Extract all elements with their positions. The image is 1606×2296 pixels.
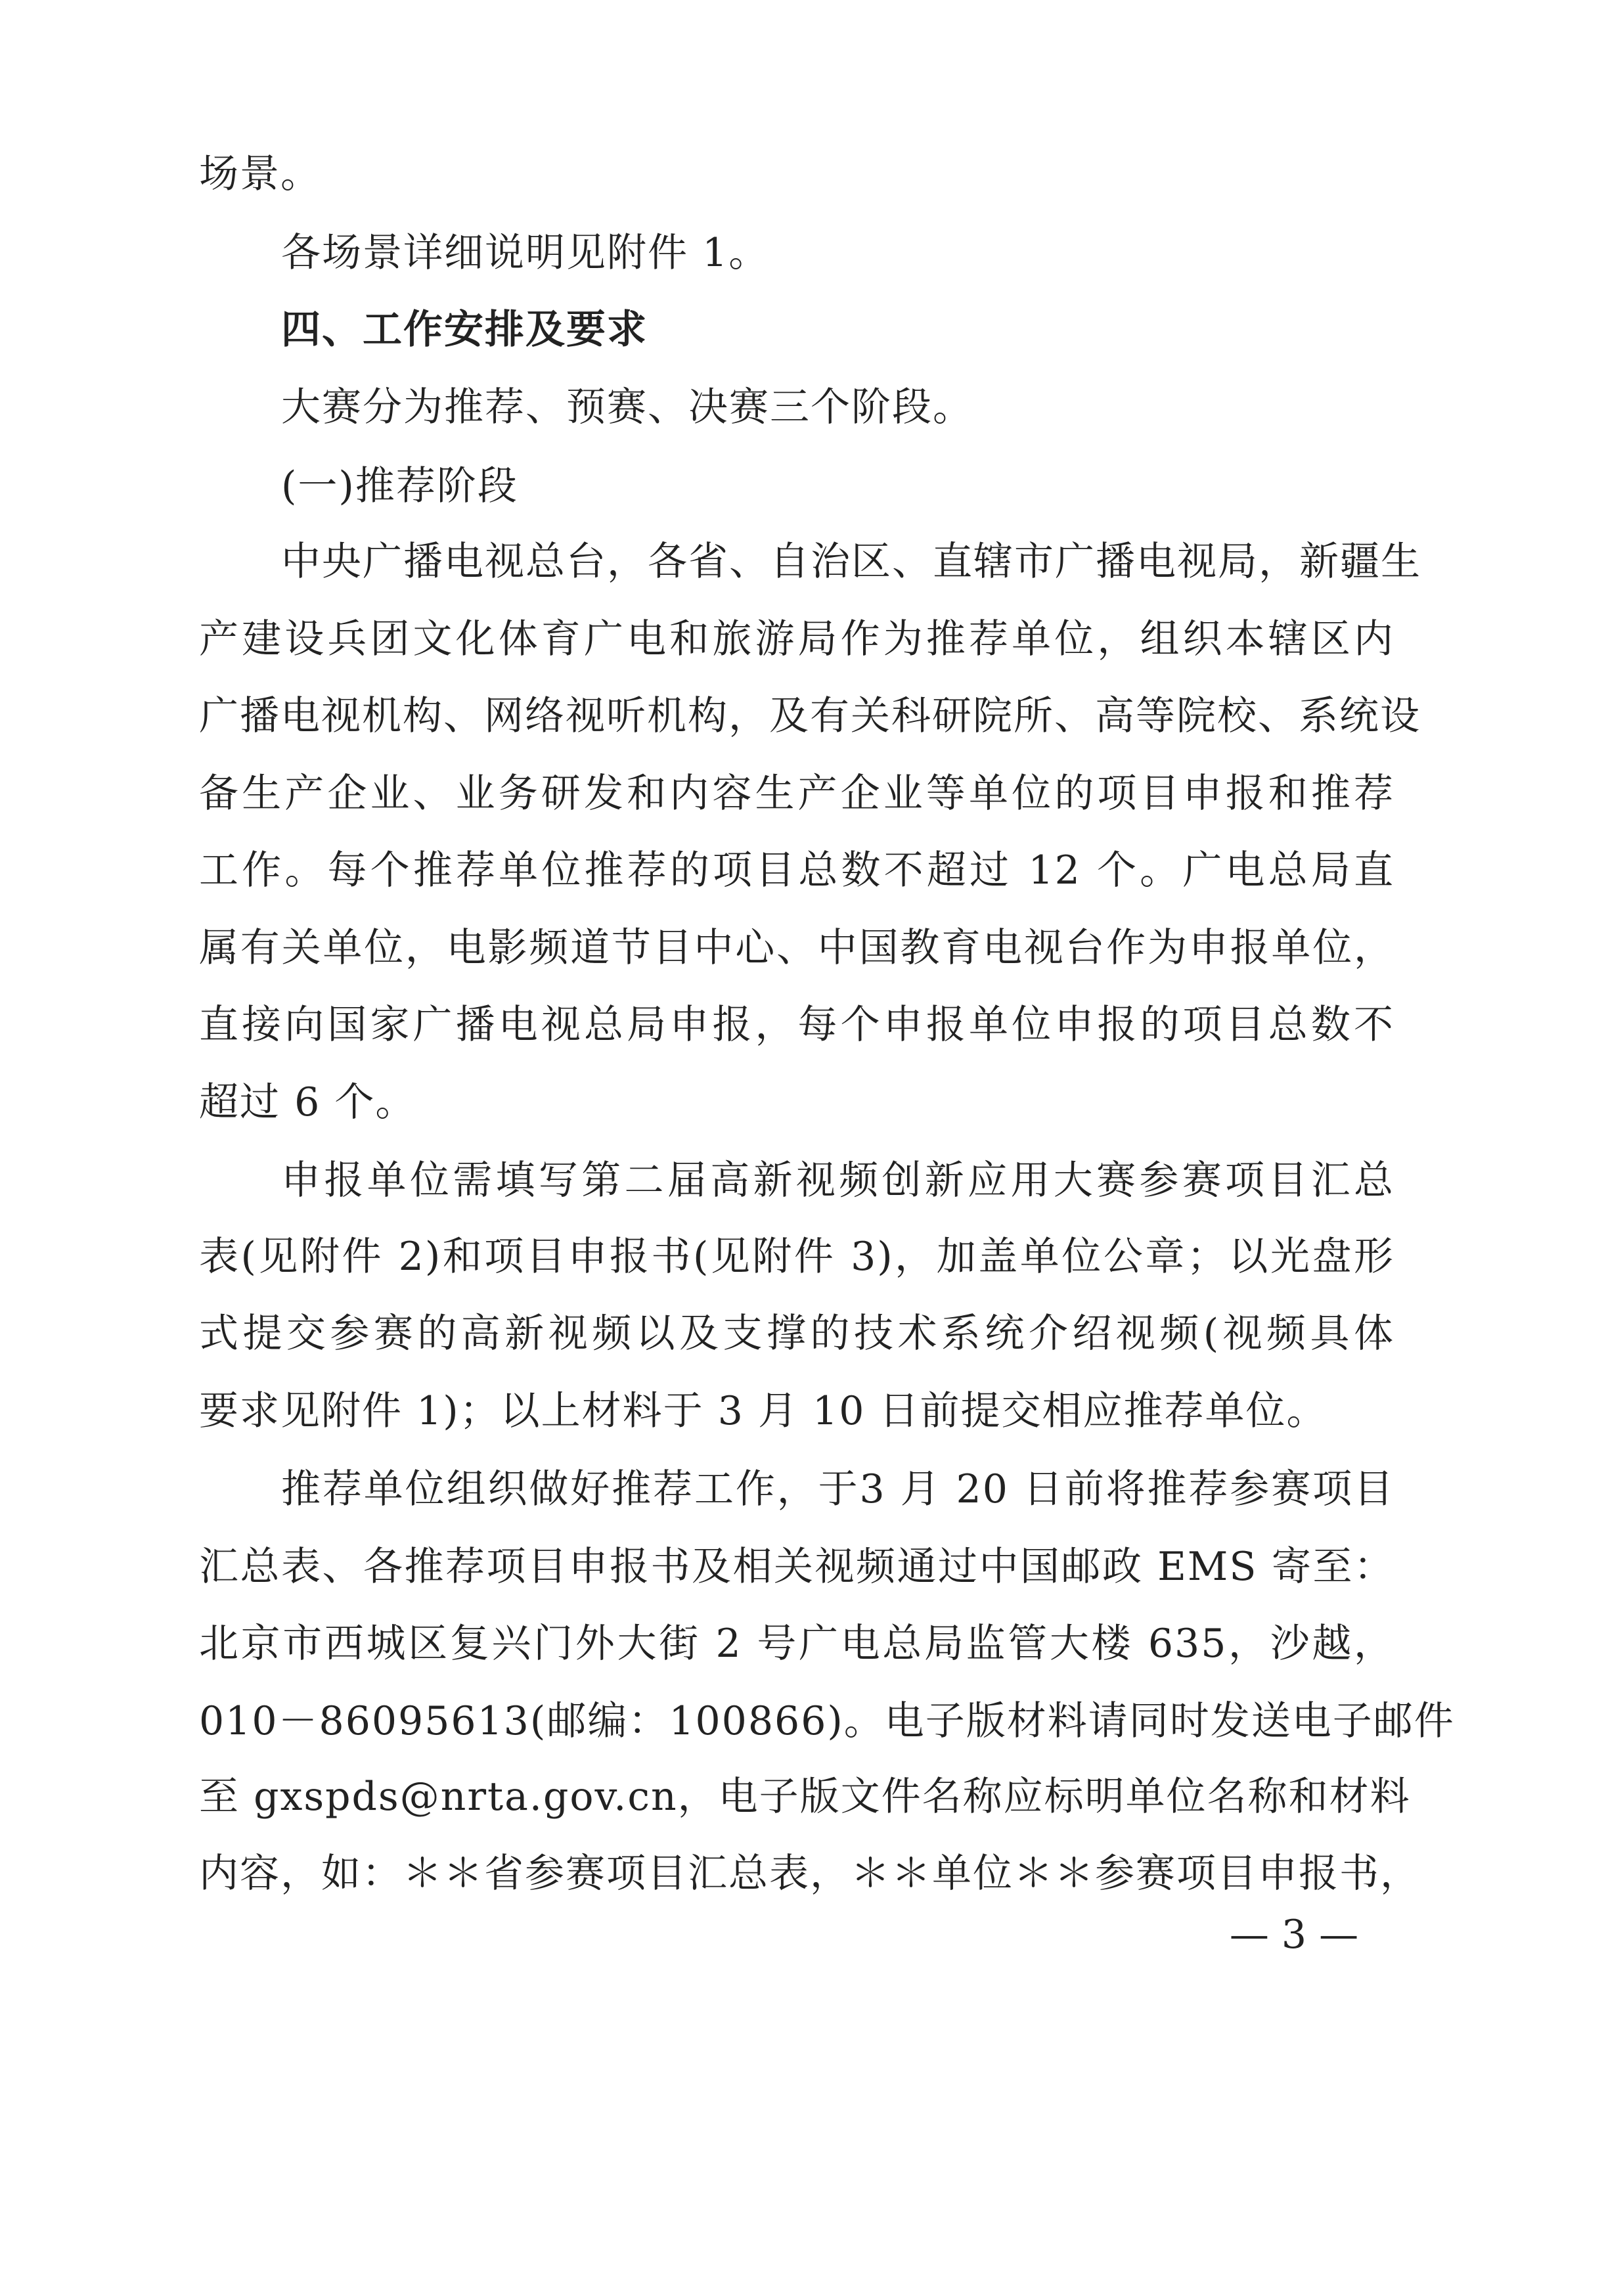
- text-line: 内容，如：＊＊省参赛项目汇总表，＊＊单位＊＊参赛项目申报书，: [199, 1851, 1421, 1897]
- text-line: 中央广播电视总台，各省、自治区、直辖市广播电视局，新疆生: [281, 539, 1421, 585]
- text-line: 各场景详细说明见附件 1。: [281, 230, 770, 276]
- text-line: 直接向国家广播电视总局申报，每个申报单位申报的项目总数不: [199, 1002, 1394, 1048]
- subsection-heading: (一)推荐阶段: [281, 463, 518, 509]
- text-line: 备生产企业、业务研发和内容生产企业等单位的项目申报和推荐: [199, 771, 1394, 817]
- text-line: 表(见附件 2)和项目申报书(见附件 3)，加盖单位公章；以光盘形: [199, 1234, 1394, 1280]
- text-line: 申报单位需填写第二届高新视频创新应用大赛参赛项目汇总: [281, 1158, 1394, 1204]
- text-line: 属有关单位，电影频道节目中心、中国教育电视台作为申报单位，: [199, 925, 1394, 971]
- text-line: 推荐单位组织做好推荐工作，于3 月 20 日前将推荐参赛项目: [281, 1466, 1394, 1512]
- section-heading: 四、工作安排及要求: [281, 307, 648, 353]
- text-line: 至 gxspds@nrta.gov.cn，电子版文件名称应标明单位名称和材料: [199, 1774, 1411, 1820]
- text-line: 汇总表、各推荐项目申报书及相关视频通过中国邮政 EMS 寄至：: [199, 1544, 1394, 1590]
- text-line: 场景。: [199, 151, 321, 197]
- text-line: 010－86095613(邮编：100866)。电子版材料请同时发送电子邮件: [199, 1698, 1455, 1744]
- text-line: 广播电视机构、网络视听机构，及有关科研院所、高等院校、系统设: [199, 693, 1421, 739]
- text-line: 要求见附件 1)；以上材料于 3 月 10 日前提交相应推荐单位。: [199, 1388, 1327, 1434]
- text-line: 北京市西城区复兴门外大街 2 号广电总局监管大楼 635，沙越，: [199, 1621, 1394, 1667]
- text-line: 产建设兵团文化体育广电和旅游局作为推荐单位，组织本辖区内: [199, 616, 1394, 662]
- text-line: 超过 6 个。: [199, 1079, 416, 1125]
- text-line: 工作。每个推荐单位推荐的项目总数不超过 12 个。广电总局直: [199, 847, 1394, 893]
- text-line: 大赛分为推荐、预赛、决赛三个阶段。: [281, 384, 973, 430]
- page-number: — 3 —: [1229, 1912, 1359, 1958]
- text-line: 式提交参赛的高新视频以及支撑的技术系统介绍视频(视频具体: [199, 1311, 1394, 1357]
